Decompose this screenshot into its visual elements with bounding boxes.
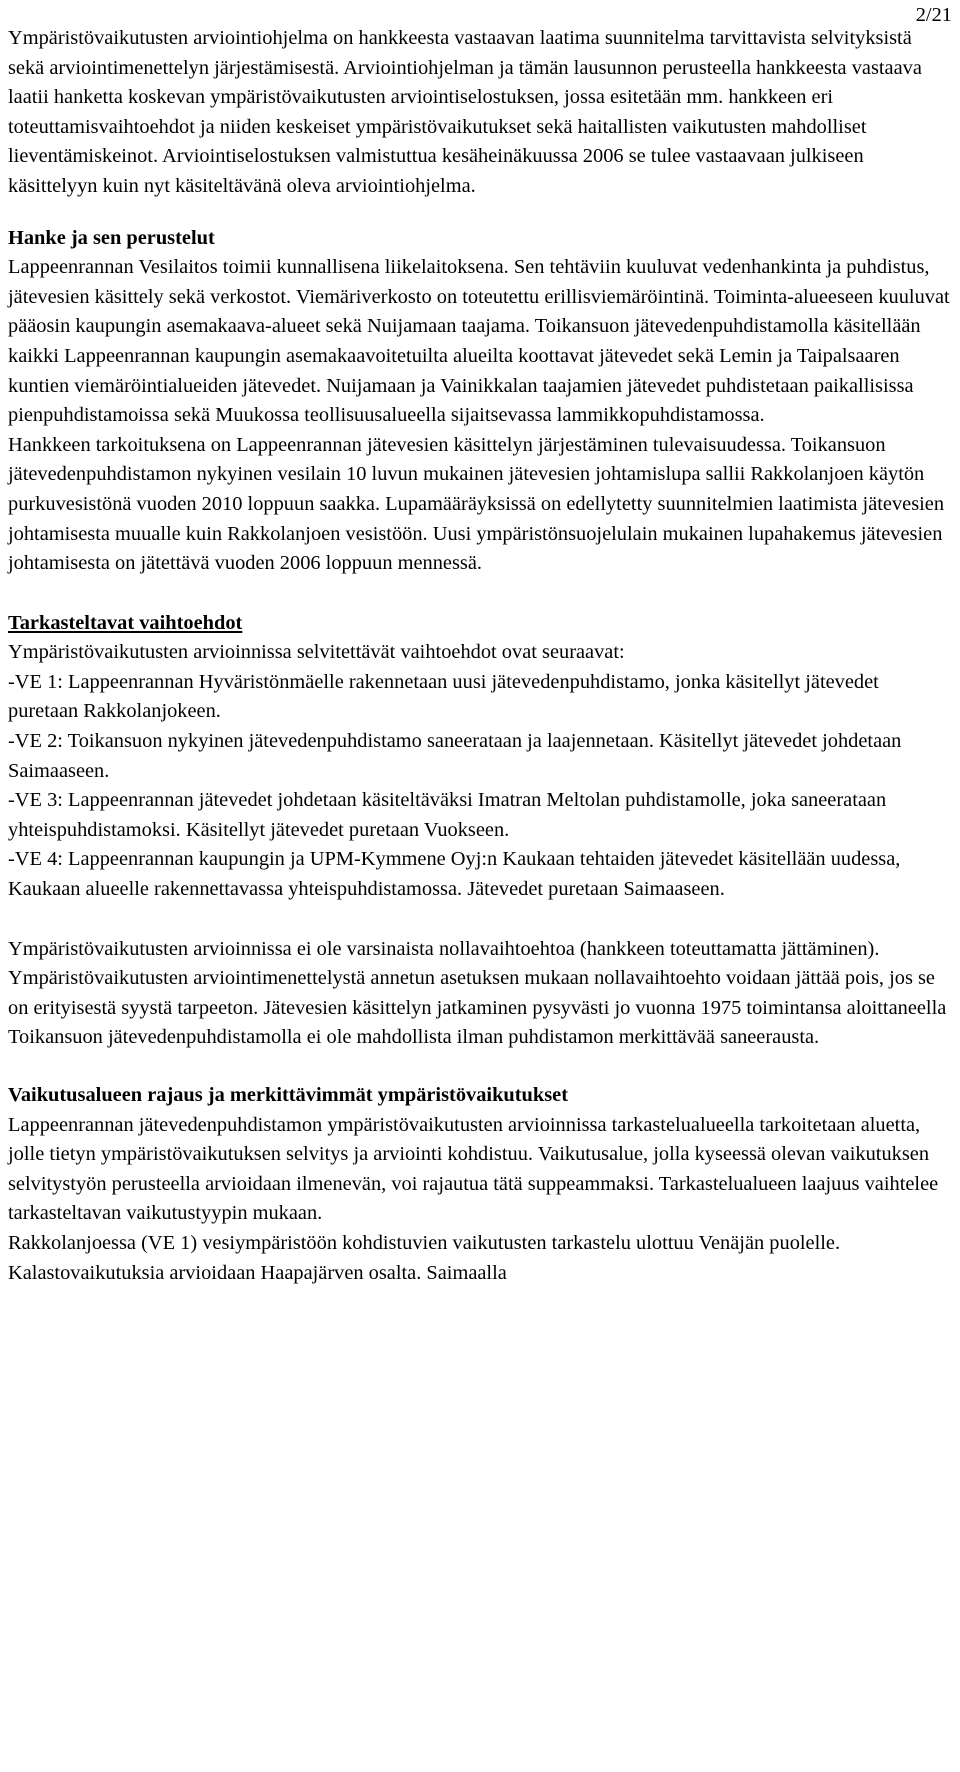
option-ve3: -VE 3: Lappeenrannan jätevedet johdetaan käsiteltäväksi Imatran Meltolan puhdistamolle, joka saneerataan yhteispuhdistamoksi. Käsitellyt jätevedet puretaan Vuokseen. — [8, 789, 887, 841]
vaihtoehdot-intro: Ympäristövaikutusten arvioinnissa selvitettävät vaihtoehdot ovat seuraavat: — [8, 641, 625, 664]
nollavaihtoehto-paragraph: Ympäristövaikutusten arvioinnissa ei ole varsinaista nollavaihtoehtoa (hankkeen toteuttamatta jättäminen). Ympäristövaikutusten arviointimenettelystä annetun asetuksen mukaan nollavaihtoehto voidaan jättää pois, jos se on erityisestä syystä tarpeeton. Jätevesien käsittelyn jatkaminen pysyvästi jo vuonna 1975 toimintansa aloittaneella Toikansuon jätevedenpuhdistamolla ei ole mahdollista ilman puhdistamon merkittävää saneerausta. — [8, 937, 947, 1049]
vaikutusalue-paragraph-1: Lappeenrannan jätevedenpuhdistamon ympäristövaikutusten arvioinnissa tarkastelualueella tarkoitetaan aluetta, jolle tietyn ympäristövaikutuksen selvitys ja arviointi kohdistuu. Vaikutusalue, jolla kyseessä olevan vaikutuksen selvitystyön perusteella arvioidaan ilmenevän, voi rajautua tätä suppeammaksi. Tarkastelualueen laajuus vaihtelee tarkasteltavan vaikutustyypin mukaan. — [8, 1113, 939, 1225]
page-number: 2/21 — [915, 4, 952, 26]
hanke-paragraph-2: Hankkeen tarkoituksena on Lappeenrannan jätevesien käsittelyn järjestäminen tulevaisuudessa. Toikansuon jätevedenpuhdistamon nykyinen vesilain 10 luvun mukainen jätevesien johtamislupa sallii Rakkolanjoen käytön purkuvesistönä vuoden 2010 loppuun saakka. Lupamääräyksissä on edellytetty suunnitelmien laatimista jätevesien johtamisesta muualle kuin Rakkolanjoen vesistöön. Uusi ympäristönsuojelulain mukainen lupahakemus jätevesien johtamisesta on jätettävä vuoden 2006 loppuun mennessä. — [8, 433, 945, 575]
option-ve2: -VE 2: Toikansuon nykyinen jätevedenpuhdistamo saneerataan ja laajennetaan. Käsitellyt jätevedet johdetaan Saimaaseen. — [8, 730, 902, 782]
option-ve1: -VE 1: Lappeenrannan Hyväristönmäelle rakennetaan uusi jätevedenpuhdistamo, jonka käsitellyt jätevedet puretaan Rakkolanjokeen. — [8, 670, 879, 723]
vaikutusalue-paragraph-2: Rakkolanjoessa (VE 1) vesiympäristöön kohdistuvien vaikutusten tarkastelu ulottuu Venäjän puolelle. Kalastovaikutuksia arvioidaan Haapajärven osalta. Saimaalla — [8, 1231, 841, 1284]
heading-hanke: Hanke ja sen perustelut — [8, 226, 215, 249]
intro-paragraph: Ympäristövaikutusten arviointiohjelma on hankkeesta vastaavan laatima suunnitelma tarvittavista selvityksistä sekä arviointimenettelyn järjestämisestä. Arviointiohjelman ja tämän lausunnon perusteella hankkeesta vastaava laatii hanketta koskevan ympäristövaikutusten arviointiselostuksen, jossa esitetään mm. hankkeen eri toteuttamisvaihtoehdot ja niiden keskeiset ympäristövaikutukset sekä haitallisten vaikutusten mahdolliset lieventämiskeinot. Arviointiselostuksen valmistuttua kesäheinäkuussa 2006 se tulee vastaavaan julkiseen käsittelyyn kuin nyt käsiteltävänä oleva arviointiohjelma. — [8, 27, 922, 197]
heading-vaihtoehdot: Tarkasteltavat vaihtoehdot — [8, 611, 243, 634]
option-ve4: -VE 4: Lappeenrannan kaupungin ja UPM-Kymmene Oyj:n Kaukaan tehtaiden jätevedet käsitellään uudessa, Kaukaan alueelle rakennettavassa yhteispuhdistamossa. Jätevedet puretaan Saimaaseen. — [8, 848, 901, 901]
document-page — [8, 0, 952, 1288]
heading-vaikutusalue: Vaikutusalueen rajaus ja merkittävimmät ympäristövaikutukset — [8, 1084, 569, 1106]
hanke-paragraph-1: Lappeenrannan Vesilaitos toimii kunnallisena liikelaitoksena. Sen tehtäviin kuuluvat vedenhankinta ja puhdistus, jätevesien käsittely sekä verkostot. Viemäriverkosto on toteutettu erillisviemäröintinä. Toiminta-alueeseen kuuluvat pääosin kaupungin asemakaava-alueet sekä Nuijamaan taajama. Toikansuon jätevedenpuhdistamolla käsitellään kaikki Lappeenrannan kaupungin asemakaavoitetuilta alueilta koottavat jätevedet sekä Lemin ja Taipalsaaren kuntien viemäröintialueiden jätevedet. Nuijamaan ja Vainikkalan taajamien jätevedet puhdistetaan paikallisissa pienpuhdistamoissa sekä Muukossa teollisuusalueella sijaitsevassa lammikkopuhdistamossa. — [8, 256, 950, 427]
